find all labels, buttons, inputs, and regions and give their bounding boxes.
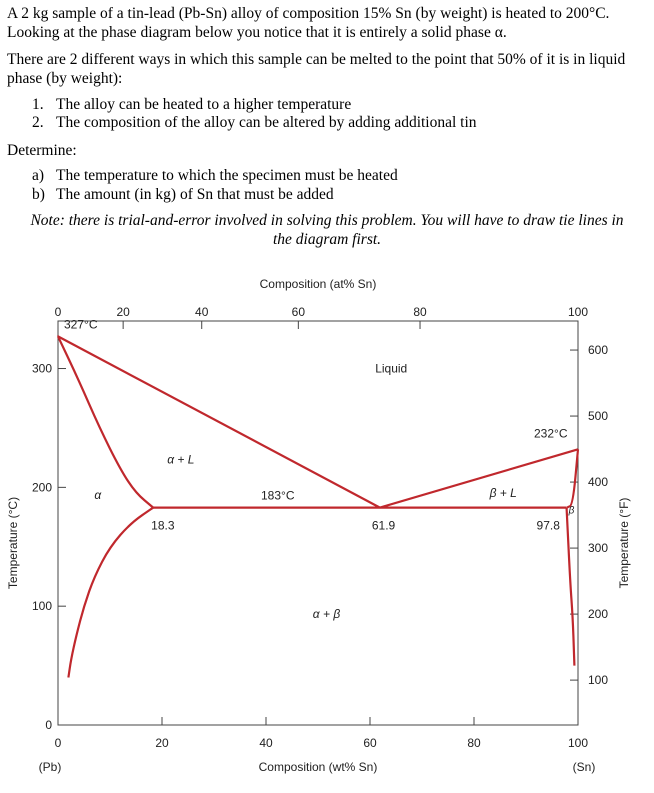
curve-liquidus-left: [58, 336, 380, 507]
top-axis-title: Composition (at% Sn): [259, 277, 377, 291]
way-2-text: The composition of the alloy can be altered by adding additional tin: [56, 114, 477, 131]
bottom-tick-label: 60: [363, 736, 377, 750]
right-tick-label: 600: [588, 343, 609, 358]
problem-intro: A 2 kg sample of a tin-lead (Pb-Sn) alloy of composition 15% Sn (by weight) is heated to 200°C. Looking at the phase diagram below you notice that it is entirely a solid phase α.: [7, 5, 610, 41]
left-tick-label: 200: [31, 480, 52, 495]
top-tick-label: 100: [567, 305, 589, 319]
sn-melting-label: 232°C: [534, 426, 568, 441]
region-alpha-beta: α + β: [312, 607, 341, 622]
alpha-max-label: 18.3: [151, 518, 175, 533]
bottom-tick-label: 40: [259, 736, 273, 750]
beta-max-label: 97.8: [536, 518, 560, 533]
pb-melting-label: 327°C: [64, 317, 98, 332]
right-tick-label: 500: [588, 409, 609, 424]
plot-border: [58, 321, 578, 725]
curve-solvus-right: [567, 508, 575, 666]
top-tick-label: 20: [116, 305, 130, 319]
bottom-tick-label: 20: [155, 736, 169, 750]
phase-diagram: [0, 258, 654, 793]
task-b-marker: b): [32, 186, 45, 203]
left-tick-label: 0: [45, 718, 52, 732]
right-tick-label: 300: [588, 541, 609, 556]
right-axis-title: Temperature (°F): [617, 497, 631, 589]
bottom-tick-label: 0: [54, 736, 62, 750]
bottom-tick-label: 100: [567, 736, 589, 750]
region-liquid: Liquid: [375, 361, 408, 376]
region-beta: β: [568, 505, 575, 517]
way-2-marker: 2.: [32, 114, 44, 131]
diagram-frame: [58, 321, 578, 725]
way-1-text: The alloy can be heated to a higher temperature: [56, 96, 352, 113]
task-a-text: The temperature to which the specimen must be heated: [56, 167, 398, 184]
task-b-text: The amount (in kg) of Sn that must be added: [56, 186, 334, 203]
task-a-marker: a): [32, 167, 45, 184]
region-alpha-liquid: α + L: [167, 452, 195, 467]
axis-ticks: [58, 321, 578, 725]
top-tick-label: 40: [195, 305, 209, 319]
pb-label: (Pb): [38, 760, 62, 774]
left-axis-title: Temperature (°C): [6, 496, 20, 590]
determine-label: Determine:: [7, 142, 77, 159]
top-tick-label: 60: [291, 305, 306, 319]
eutectic-comp-label: 61.9: [371, 518, 396, 533]
eutectic-temp-label: 183°C: [261, 488, 295, 503]
left-tick-label: 300: [31, 361, 52, 376]
right-tick-label: 400: [588, 475, 609, 490]
curve-liquidus-right: [380, 449, 578, 507]
left-tick-label: 100: [31, 599, 52, 614]
top-tick-label: 0: [54, 305, 62, 319]
curve-solvus-left: [68, 508, 153, 678]
right-tick-label: 200: [588, 607, 609, 622]
bottom-axis-title: Composition (wt% Sn): [258, 760, 378, 774]
right-tick-label: 100: [588, 673, 609, 688]
way-1-marker: 1.: [32, 96, 44, 113]
curve-sn-right-boundary: [567, 449, 578, 507]
bottom-tick-label: 80: [467, 736, 481, 750]
sn-label: (Sn): [572, 760, 596, 774]
note-line-1: Note: there is trial-and-error involved in solving this problem. You will have to draw tie lines in: [30, 212, 624, 229]
region-alpha: α: [94, 488, 102, 503]
note-line-2: the diagram first.: [272, 231, 382, 248]
region-beta-liquid: β + L: [489, 485, 517, 500]
diagram-labels: [6, 277, 631, 774]
top-tick-label: 80: [413, 305, 427, 319]
phase-boundaries: [58, 336, 578, 677]
ways-intro: There are 2 different ways in which this sample can be melted to the point that 50% of it is in liquid phase (by weight):: [7, 51, 626, 87]
